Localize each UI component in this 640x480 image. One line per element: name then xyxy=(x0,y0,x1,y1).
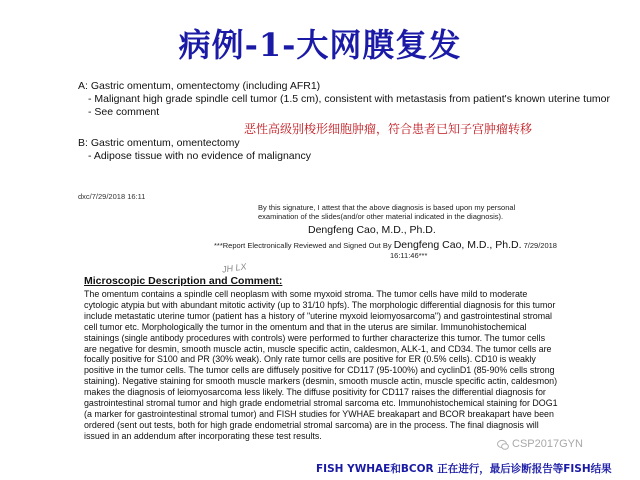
microscopic-line: cell tumor etc. Morphologically the tumor in the omentum and that in the uterus are similar. Immunohistochemical xyxy=(84,321,527,332)
signer-name: Dengfeng Cao, M.D., Ph.D. xyxy=(308,224,436,236)
microscopic-line: makes the diagnosis of leiomyosarcoma less likely. The diffuse positivity for CD117 raises the differential diagnosis for xyxy=(84,387,546,398)
microscopic-body xyxy=(84,289,619,442)
section-a-line2: - See comment xyxy=(88,106,160,118)
microscopic-line: cytologic atypia but with abundant mitotic activity (up to 31/10 hpfs). The morphologic differential diagnosis for this tumor xyxy=(84,299,556,310)
section-a xyxy=(78,80,610,119)
attestation xyxy=(258,203,515,221)
section-b xyxy=(78,137,311,163)
red-annotation: 恶性高级别梭形细胞肿瘤，符合患者已知子宫肿瘤转移 xyxy=(244,122,533,136)
section-a-line1: - Malignant high grade spindle cell tumor (1.5 cm), consistent with metastasis from patient's known uterine tumor xyxy=(88,93,610,105)
microscopic-line: positive in the tumor cells. The tumor cells are diffusely positive for CD117 (95-100%) and cyclinD1 (85-90% cells strong xyxy=(84,365,555,376)
section-b-line1: - Adipose tissue with no evidence of malignancy xyxy=(88,150,311,162)
section-a-heading: A: Gastric omentum, omentectomy (including AFR1) xyxy=(78,80,321,92)
microscopic-line: ordered (sent out tests, both for high grade endometrial stromal sarcoma) are in the process. The final diagnosis will xyxy=(84,419,539,430)
microscopic-line: gastrointestinal stromal tumor and high grade endometrial stromal sarcoma etc. Immunohistochemical staining for DOG1 xyxy=(84,398,558,409)
microscopic-heading: Microscopic Description and Comment: xyxy=(84,275,283,287)
attestation-line1: By this signature, I attest that the above diagnosis is based upon my personal xyxy=(258,203,516,212)
electronic-time: 16:11:46*** xyxy=(390,251,428,260)
microscopic-line: stainings (single antibody procedures with controls) were performed to further characterize this tumor. The tumor cells xyxy=(84,332,546,343)
microscopic-line: The omentum contains a spindle cell neoplasm with some myxoid stroma. The tumor cells have mild to moderate xyxy=(84,289,528,299)
fish-note: FISH YWHAE和BCOR 正在进行，最后诊断报告等FISH结果 xyxy=(316,463,612,475)
electronic-signer: Dengfeng Cao, M.D., Ph.D. xyxy=(393,239,522,251)
electronic-prefix: ***Report Electronically Reviewed and Signed Out By xyxy=(214,241,392,250)
slide-title: 病例-1-大网膜复发 xyxy=(178,26,462,64)
electronic-date: 7/29/2018 xyxy=(523,241,557,250)
section-b-heading: B: Gastric omentum, omentectomy xyxy=(78,137,240,149)
wechat-icon xyxy=(497,439,509,451)
microscopic-line: are negative for desmin, smooth muscle actin, muscle specific actin, caldesmon, ALK-1, and CD34. The tumor cells are xyxy=(84,343,552,354)
microscopic-line: (a marker for gastrointestinal stromal tumor) and FISH studies for YWHAE breakapart and BCOR breakapart have been xyxy=(84,408,554,419)
microscopic-line: include metastatic uterine tumor (patient has a history of "uterine myxoid leiomyosarcoma") and gastrointestinal stromal xyxy=(84,310,553,321)
microscopic-line: focally positive for S100 and PR (30% weak). Only rate tumor cells are positive for ER (0.5% cells). CD10 is weakly xyxy=(84,354,536,365)
microscopic-line: staining). Negative staining for smooth muscle markers (desmin, smooth muscle actin, muscle specific actin, caldesmon) xyxy=(84,376,558,387)
watermark: CSP2017GYN xyxy=(512,438,583,450)
microscopic-line: issued in an addendum after incorporating these test results. xyxy=(84,430,322,441)
timestamp: dxc/7/29/2018 16:11 xyxy=(78,192,146,201)
handwritten-initials: JH LX xyxy=(221,261,248,275)
attestation-line2: examination of the slides(and/or other material indicated in the diagnosis). xyxy=(258,212,504,221)
electronic-signoff xyxy=(214,239,557,251)
